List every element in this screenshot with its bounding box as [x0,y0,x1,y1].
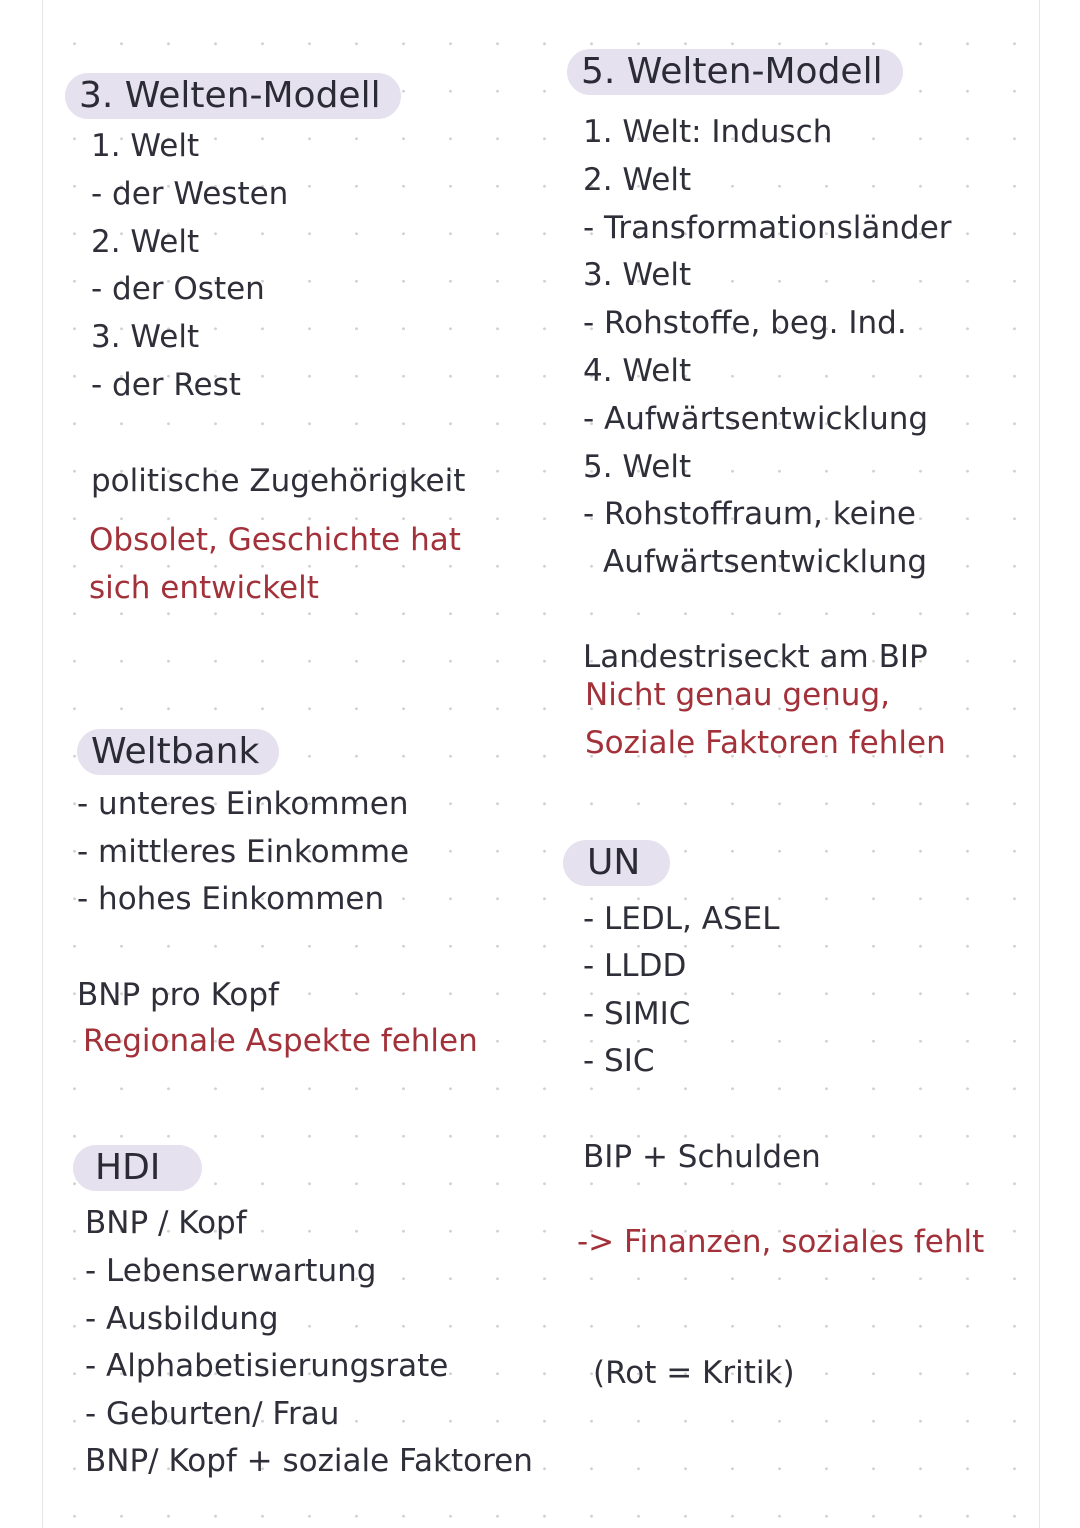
list-item: Aufwärtsentwicklung [603,544,928,580]
list-item: - SIC [583,1043,655,1079]
list-item: - Ausbildung [85,1301,279,1337]
three-worlds-critique: sich entwickelt [89,570,319,606]
five-worlds-critique: Nicht genau genug, [585,677,890,713]
list-item: 2. Welt [91,224,200,260]
list-item: - mittleres Einkomme [77,834,410,870]
un-critique: -> Finanzen, soziales fehlt [577,1224,985,1260]
legend-note: (Rot = Kritik) [593,1355,795,1391]
un-basis: BIP + Schulden [583,1139,821,1175]
list-item: - Aufwärtsentwicklung [583,401,929,437]
list-item: - Transformationsländer [583,210,952,246]
list-item: - Rohstoffraum, keine [583,496,916,532]
list-item: 3. Welt [91,319,200,355]
list-item: - SIMIC [583,996,691,1032]
list-item: - LLDD [583,948,687,984]
list-item: - LEDL, ASEL [583,901,780,937]
list-item: 1. Welt [91,128,200,164]
three-worlds-critique: Obsolet, Geschichte hat [89,522,461,558]
world-bank-critique: Regionale Aspekte fehlen [83,1023,478,1059]
list-item: BNP/ Kopf + soziale Faktoren [85,1443,533,1479]
list-item: BNP / Kopf [85,1205,247,1241]
world-bank-basis: BNP pro Kopf [77,977,279,1013]
world-bank-title: Weltbank [77,729,279,775]
list-item: - der Westen [91,176,289,212]
five-worlds-title: 5. Welten-Modell [567,49,903,95]
list-item: 2. Welt [583,162,692,198]
list-item: - Lebenserwartung [85,1253,377,1289]
list-item: - hohes Einkommen [77,881,385,917]
list-item: 5. Welt [583,449,692,485]
list-item: - Geburten/ Frau [85,1396,340,1432]
notebook-page [42,0,1040,1528]
list-item: - Rohstoffe, beg. Ind. [583,305,907,341]
three-worlds-title: 3. Welten-Modell [65,73,401,119]
five-worlds-critique: Soziale Faktoren fehlen [585,725,946,761]
list-item: 3. Welt [583,257,692,293]
list-item: 4. Welt [583,353,692,389]
five-worlds-basis: Landestriseckt am BIP [583,639,928,675]
hdi-title: HDI [73,1145,202,1191]
list-item: - der Rest [91,367,241,403]
list-item: - der Osten [91,271,265,307]
three-worlds-basis: politische Zugehörigkeit [91,463,466,499]
list-item: - unteres Einkommen [77,786,409,822]
list-item: 1. Welt: Indusch [583,114,833,150]
list-item: - Alphabetisierungsrate [85,1348,449,1384]
un-title: UN [563,840,670,886]
